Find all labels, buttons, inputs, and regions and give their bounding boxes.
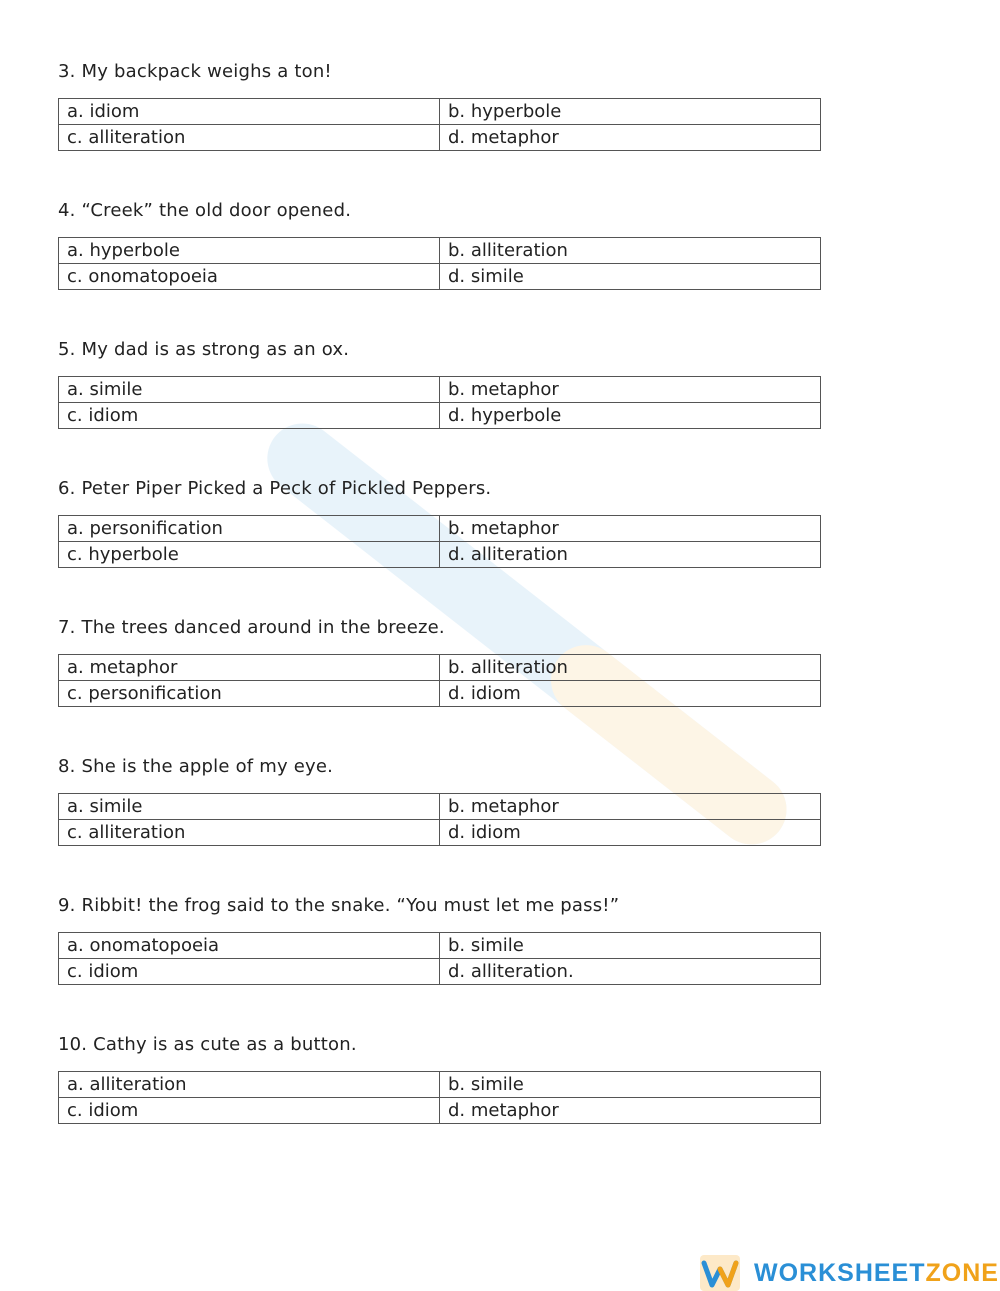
option-c[interactable]: c. idiom — [59, 1098, 440, 1124]
question-text: 9. Ribbit! the frog said to the snake. “You must let me pass!” — [58, 895, 620, 916]
options-table — [58, 793, 821, 846]
options-row — [59, 681, 821, 707]
question-text: 8. She is the apple of my eye. — [58, 756, 334, 777]
option-a[interactable]: a. hyperbole — [59, 238, 440, 264]
option-a[interactable]: a. simile — [59, 794, 440, 820]
footer-brand — [700, 1255, 1000, 1291]
options-table — [58, 376, 821, 429]
options-row — [59, 377, 821, 403]
option-d[interactable]: d. alliteration. — [440, 959, 821, 985]
brand-name-part2: ZONE — [925, 1258, 999, 1287]
options-table — [58, 1071, 821, 1124]
question-3 — [58, 58, 822, 197]
option-a[interactable]: a. onomatopoeia — [59, 933, 440, 959]
question-text: 6. Peter Piper Picked a Peck of Pickled Peppers. — [58, 478, 492, 499]
option-d[interactable]: d. hyperbole — [440, 403, 821, 429]
option-a[interactable]: a. alliteration — [59, 1072, 440, 1098]
options-row — [59, 655, 821, 681]
question-text: 4. “Creek” the old door opened. — [58, 200, 352, 221]
brand-name-part1: WORKSHEET — [754, 1258, 926, 1287]
question-text: 3. My backpack weighs a ton! — [58, 61, 332, 82]
option-c[interactable]: c. idiom — [59, 403, 440, 429]
options-row — [59, 820, 821, 846]
option-b[interactable]: b. metaphor — [440, 794, 821, 820]
options-row — [59, 125, 821, 151]
option-b[interactable]: b. metaphor — [440, 516, 821, 542]
option-c[interactable]: c. onomatopoeia — [59, 264, 440, 290]
option-c[interactable]: c. personification — [59, 681, 440, 707]
question-text: 5. My dad is as strong as an ox. — [58, 339, 350, 360]
options-table — [58, 515, 821, 568]
question-list — [58, 58, 822, 1170]
option-b[interactable]: b. alliteration — [440, 238, 821, 264]
options-table — [58, 98, 821, 151]
option-d[interactable]: d. alliteration — [440, 542, 821, 568]
question-5 — [58, 336, 822, 475]
options-row — [59, 1098, 821, 1124]
option-a[interactable]: a. personification — [59, 516, 440, 542]
options-row — [59, 264, 821, 290]
question-text: 10. Cathy is as cute as a button. — [58, 1034, 357, 1055]
question-text: 7. The trees danced around in the breeze. — [58, 617, 445, 638]
question-6 — [58, 475, 822, 614]
options-table — [58, 237, 821, 290]
options-row — [59, 794, 821, 820]
options-row — [59, 933, 821, 959]
question-10 — [58, 1031, 822, 1170]
options-row — [59, 516, 821, 542]
question-9 — [58, 892, 822, 1031]
option-c[interactable]: c. hyperbole — [59, 542, 440, 568]
option-b[interactable]: b. hyperbole — [440, 99, 821, 125]
option-b[interactable]: b. alliteration — [440, 655, 821, 681]
options-row — [59, 99, 821, 125]
option-d[interactable]: d. idiom — [440, 681, 821, 707]
options-table — [58, 932, 821, 985]
options-row — [59, 542, 821, 568]
option-c[interactable]: c. idiom — [59, 959, 440, 985]
question-8 — [58, 753, 822, 892]
options-row — [59, 959, 821, 985]
option-b[interactable]: b. simile — [440, 1072, 821, 1098]
option-d[interactable]: d. simile — [440, 264, 821, 290]
option-c[interactable]: c. alliteration — [59, 820, 440, 846]
options-row — [59, 238, 821, 264]
question-4 — [58, 197, 822, 336]
option-d[interactable]: d. metaphor — [440, 1098, 821, 1124]
options-row — [59, 403, 821, 429]
option-b[interactable]: b. simile — [440, 933, 821, 959]
question-7 — [58, 614, 822, 753]
option-d[interactable]: d. metaphor — [440, 125, 821, 151]
option-a[interactable]: a. simile — [59, 377, 440, 403]
option-c[interactable]: c. alliteration — [59, 125, 440, 151]
option-d[interactable]: d. idiom — [440, 820, 821, 846]
options-table — [58, 654, 821, 707]
options-row — [59, 1072, 821, 1098]
brand-name — [754, 1259, 999, 1288]
option-b[interactable]: b. metaphor — [440, 377, 821, 403]
option-a[interactable]: a. idiom — [59, 99, 440, 125]
option-a[interactable]: a. metaphor — [59, 655, 440, 681]
worksheetzone-logo-icon — [700, 1255, 740, 1291]
